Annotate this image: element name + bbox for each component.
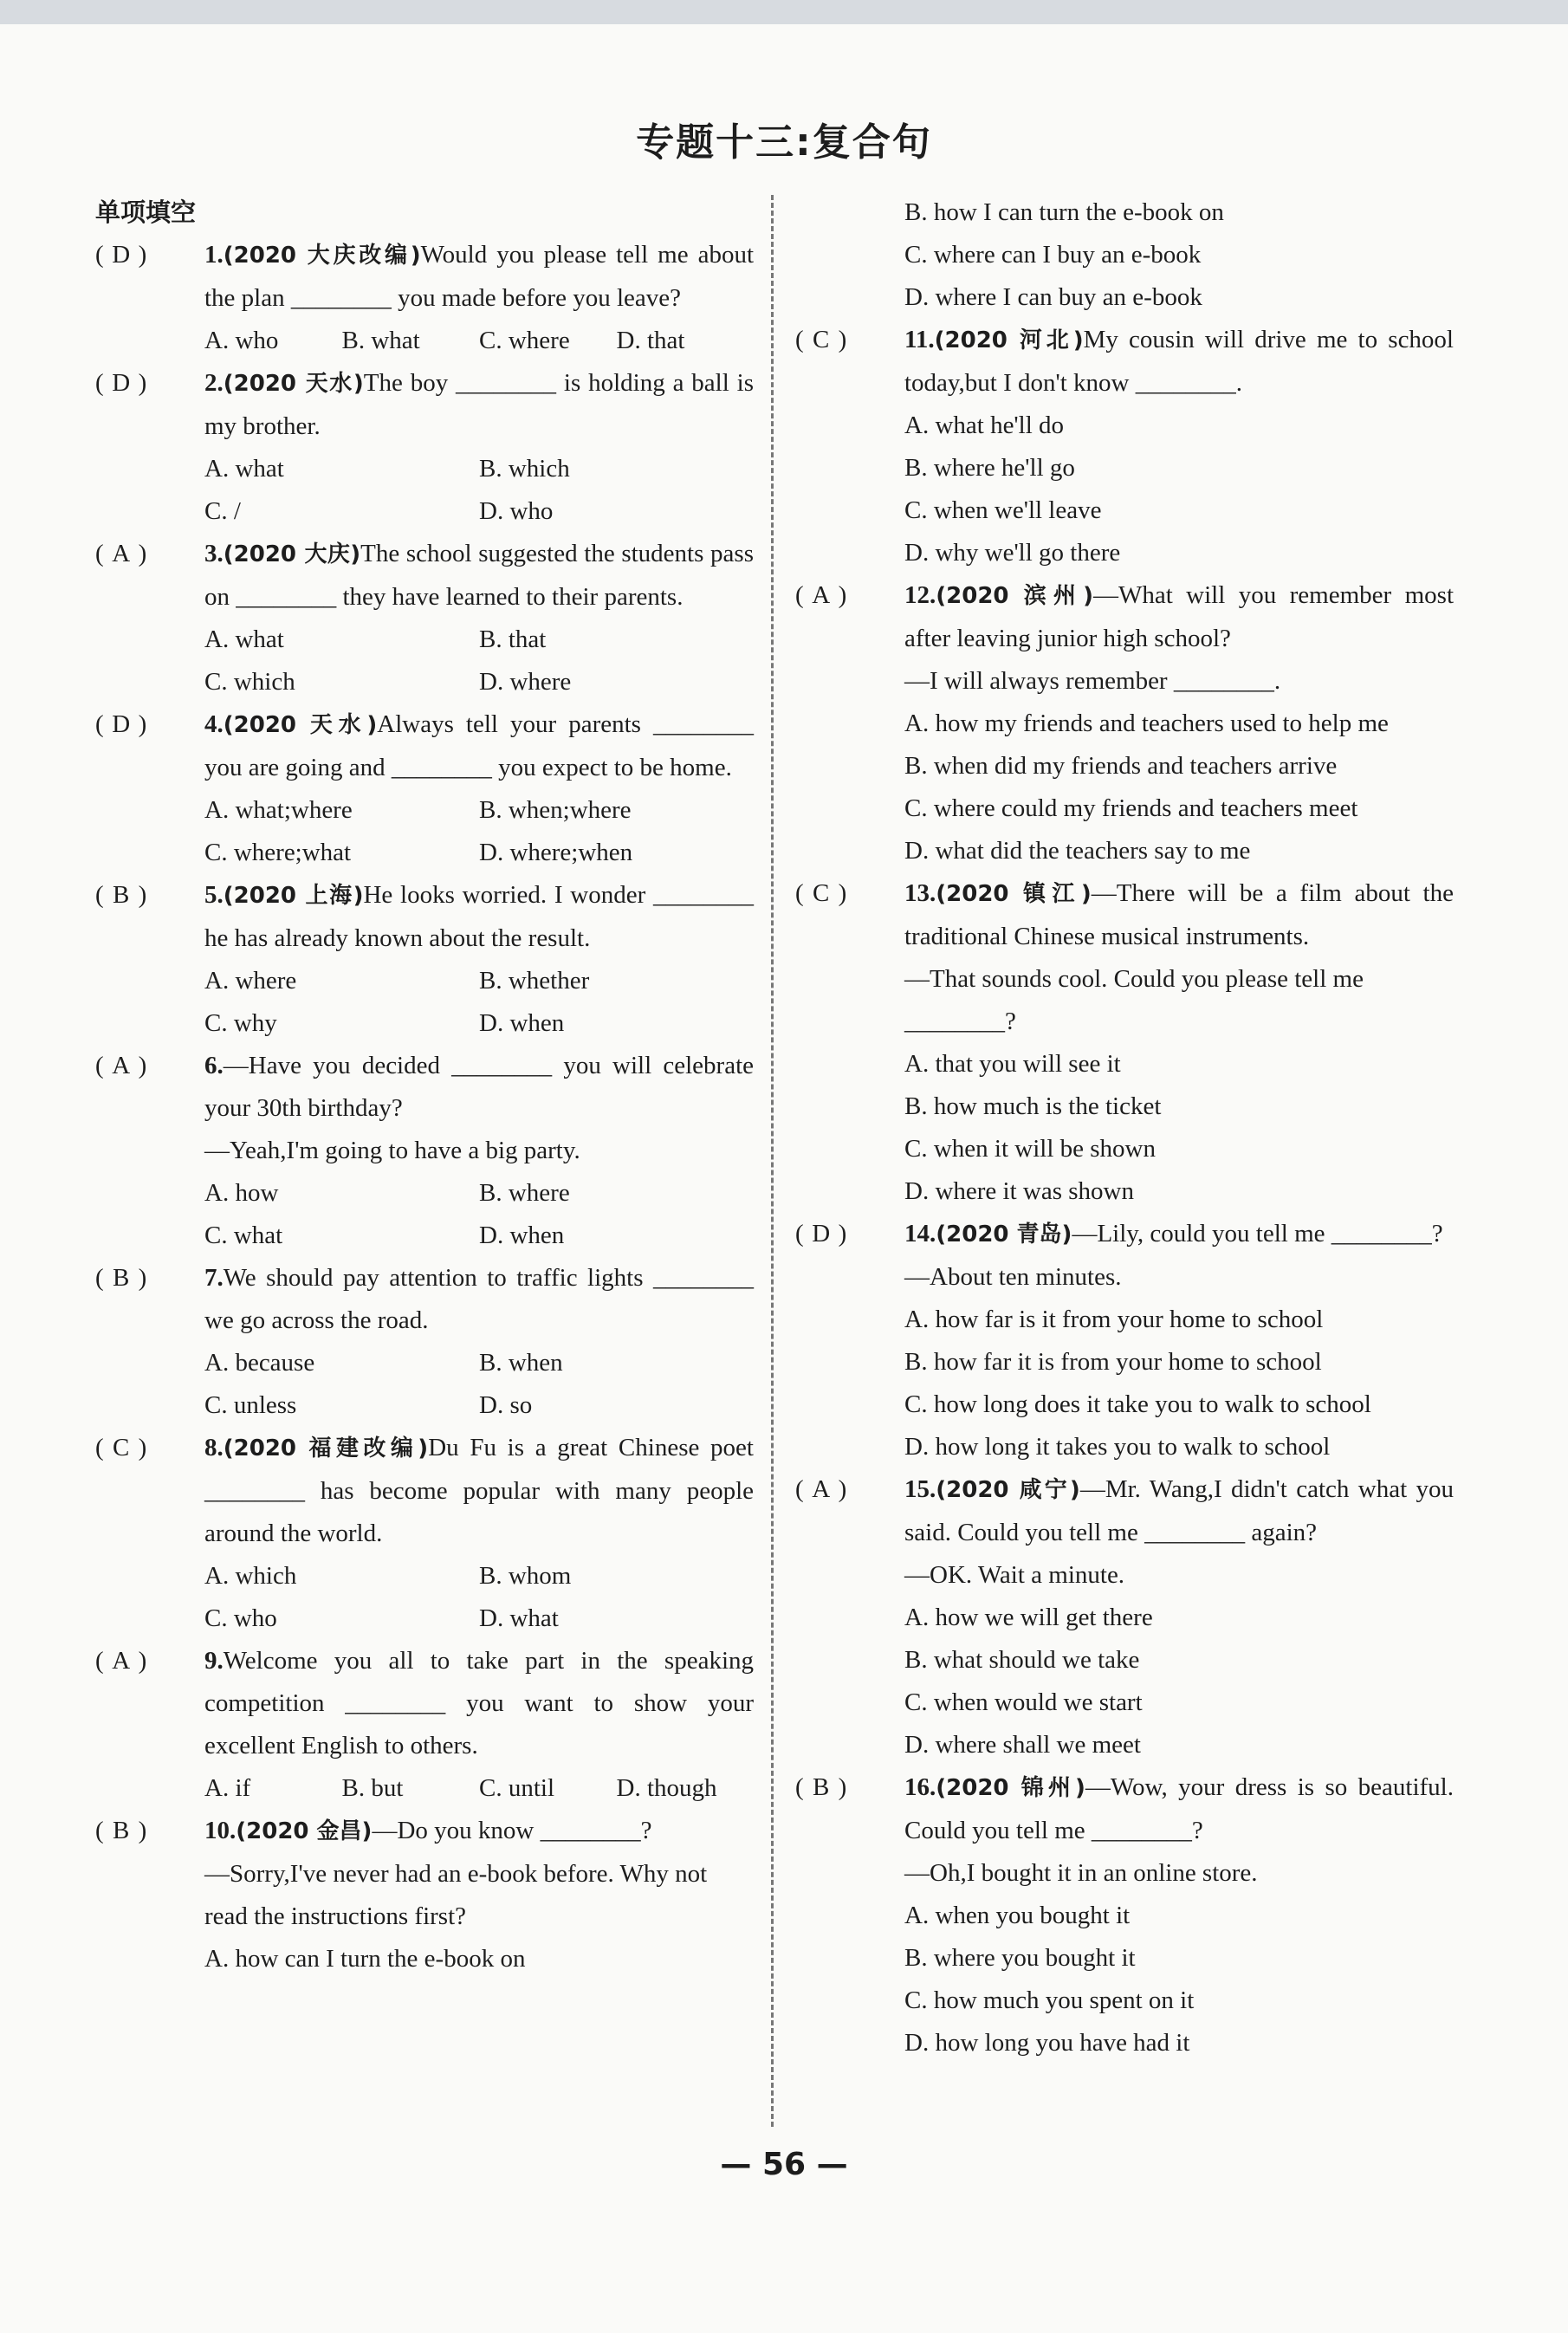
- answer-letter: A: [812, 1475, 831, 1503]
- question-stem: [204, 874, 754, 960]
- question-item: [95, 362, 754, 533]
- answer-letter: D: [112, 369, 131, 397]
- question-source: (2020 大庆): [223, 541, 361, 567]
- question-stem: [904, 1468, 1454, 1554]
- question-text: We should pay attention to traffic lights ________ we go across the road.: [204, 1264, 754, 1334]
- option-item: A. who: [204, 327, 279, 354]
- question-text: My cousin will drive me to school today,but I don't know ________.: [904, 326, 1454, 397]
- question-stem: [204, 234, 754, 320]
- answer-letter: A: [112, 1647, 131, 1675]
- question-source: (2020 金昌): [236, 1818, 373, 1844]
- question-item: [95, 703, 754, 874]
- question-item: [95, 234, 754, 362]
- answer-bracket: ( A ): [95, 1640, 204, 1682]
- option-list: [95, 320, 754, 362]
- question-text: —Have you decided ________ you will celebrate your 30th birthday?: [204, 1052, 754, 1122]
- question-stem: [204, 362, 754, 448]
- option-list: [795, 405, 1454, 574]
- question-number: 7.: [204, 1264, 224, 1292]
- question-number: 6.: [204, 1052, 224, 1079]
- dialogue-line: —Oh,I bought it in an online store.: [904, 1859, 1258, 1887]
- option-item: A. how we will get there: [904, 1604, 1153, 1631]
- question-number: 1.: [204, 241, 224, 269]
- question-text: Always tell your parents ________ you are going and ________ you expect to be home.: [204, 710, 754, 781]
- option-item: D. when: [479, 1009, 565, 1037]
- question-stem: [204, 1810, 754, 1853]
- question-stem: [904, 574, 1454, 660]
- question-text: The boy ________ is holding a ball is my brother.: [204, 369, 754, 440]
- option-item: D. when: [479, 1222, 565, 1249]
- question-item: [95, 1640, 754, 1810]
- question-number: 5.: [204, 881, 224, 909]
- option-item: A. what: [204, 455, 284, 483]
- question-stem: [204, 1427, 754, 1555]
- answer-letter: C: [813, 879, 830, 907]
- option-item: C. until: [479, 1774, 555, 1802]
- question-text: —There will be a film about the traditional Chinese musical instruments.: [904, 879, 1454, 950]
- question-item: [95, 1427, 754, 1640]
- question-head: [95, 1427, 754, 1555]
- question-source: (2020 青岛): [936, 1222, 1072, 1248]
- question-source: (2020 福建改编): [223, 1435, 429, 1461]
- dialogue-line: —Yeah,I'm going to have a big party.: [204, 1137, 580, 1164]
- dialogue-line: —Sorry,I've never had an e-book before. Why not read the instructions first?: [204, 1860, 708, 1930]
- option-item: A. because: [204, 1349, 315, 1377]
- question-head: [95, 1810, 754, 1853]
- option-item: B. how far it is from your home to school: [904, 1348, 1322, 1376]
- answer-letter: D: [112, 710, 131, 738]
- question-source: (2020 河北): [934, 327, 1084, 353]
- answer-bracket: ( C ): [795, 872, 904, 915]
- option-list: [95, 1342, 754, 1427]
- question-source: (2020 上海): [223, 883, 364, 909]
- scan-top-band: [0, 0, 1568, 24]
- answer-bracket: ( D ): [95, 703, 204, 746]
- question-stem: [904, 1213, 1454, 1256]
- question-text: —Lily, could you tell me ________?: [1072, 1220, 1443, 1248]
- dialogue-line: —I will always remember ________.: [904, 667, 1281, 695]
- option-list: [795, 1043, 1454, 1213]
- option-item: B. when did my friends and teachers arrive: [904, 752, 1338, 780]
- option-item: A. that you will see it: [904, 1050, 1121, 1078]
- question-text: Welcome you all to take part in the speaking competition ________ you want to show your excellent English to others.: [204, 1647, 754, 1759]
- question-stem: [904, 1766, 1454, 1852]
- question-number: 10.: [204, 1817, 236, 1844]
- option-item: C. /: [204, 497, 241, 525]
- question-source: (2020 天水): [223, 712, 378, 738]
- question-stem: [204, 1045, 754, 1130]
- option-item: D. though: [616, 1774, 717, 1802]
- option-item: C. what: [204, 1222, 283, 1249]
- option-item: D. that: [616, 327, 685, 354]
- question-number: 9.: [204, 1647, 224, 1675]
- option-item: B. where you bought it: [904, 1944, 1136, 1972]
- option-item: C. unless: [204, 1391, 297, 1419]
- question-source: (2020 锦州): [936, 1775, 1085, 1801]
- answer-letter: B: [113, 1264, 130, 1292]
- option-item: D. how long you have had it: [904, 2029, 1190, 2057]
- question-stem: [204, 1257, 754, 1342]
- option-item: A. when you bought it: [904, 1902, 1131, 1929]
- option-item: A. if: [204, 1774, 251, 1802]
- option-item: D. where I can buy an e-book: [904, 283, 1202, 311]
- question-head: [95, 1045, 754, 1130]
- option-item: C. when we'll leave: [904, 496, 1102, 524]
- question-number: 13.: [904, 879, 936, 907]
- answer-letter: A: [112, 1052, 131, 1079]
- section-heading: 单项填空: [95, 198, 197, 227]
- question-source: (2020 咸宁): [936, 1477, 1080, 1503]
- option-item: B. where: [479, 1179, 570, 1207]
- option-item: A. how my friends and teachers used to help me: [904, 710, 1389, 737]
- question-head: [95, 1257, 754, 1342]
- answer-bracket: ( D ): [795, 1213, 904, 1255]
- question-source: (2020 滨州): [936, 583, 1093, 609]
- answer-bracket: ( C ): [95, 1427, 204, 1469]
- question-head: [95, 703, 754, 789]
- option-item: B. how much is the ticket: [904, 1092, 1162, 1120]
- option-item: B. which: [479, 455, 570, 483]
- question-number: 3.: [204, 540, 224, 567]
- page-title: 专题十三:复合句: [636, 120, 932, 165]
- option-item: B. where he'll go: [904, 454, 1075, 482]
- option-item: B. whether: [479, 967, 590, 995]
- option-item: B. when: [479, 1349, 563, 1377]
- question-item: [795, 872, 1454, 1213]
- question-item: [95, 1257, 754, 1427]
- option-item: B. when;where: [479, 796, 632, 824]
- answer-letter: D: [112, 241, 131, 269]
- option-list: [95, 1938, 754, 1980]
- question-text: —Wow, your dress is so beautiful. Could you tell me ________?: [904, 1773, 1454, 1844]
- answer-letter: C: [113, 1434, 130, 1461]
- question-item: [795, 1766, 1454, 2064]
- option-item: D. what did the teachers say to me: [904, 837, 1251, 865]
- option-item: C. how much you spent on it: [904, 1986, 1195, 2014]
- question-head: [795, 574, 1454, 660]
- question-stem: [204, 1640, 754, 1767]
- option-item: C. when would we start: [904, 1688, 1143, 1716]
- question-item: [95, 1045, 754, 1257]
- answer-bracket: ( A ): [795, 1468, 904, 1511]
- option-item: C. where: [479, 327, 570, 354]
- question-head: [95, 533, 754, 619]
- question-head: [795, 1213, 1454, 1256]
- option-item: A. what;where: [204, 796, 353, 824]
- question-item: [795, 574, 1454, 872]
- question-stem: [204, 533, 754, 619]
- question-text: The school suggested the students pass on ________ they have learned to their parents.: [204, 540, 754, 611]
- option-list: [795, 1597, 1454, 1766]
- option-list: [95, 1555, 754, 1640]
- question-stem: [904, 319, 1454, 405]
- option-list: [95, 448, 754, 533]
- option-item: C. where;what: [204, 839, 352, 866]
- question-number: 12.: [904, 581, 936, 609]
- answer-letter: B: [113, 1817, 130, 1844]
- question-source: (2020 镇江): [936, 881, 1092, 907]
- question-10-continued-options: [795, 191, 1454, 319]
- option-item: D. where shall we meet: [904, 1731, 1141, 1759]
- page-number: — 56 —: [720, 2147, 848, 2182]
- question-item: [795, 1213, 1454, 1468]
- option-item: B. what: [341, 327, 420, 354]
- question-stem: [204, 703, 754, 789]
- option-item: B. what should we take: [904, 1646, 1140, 1674]
- answer-bracket: ( B ): [95, 1257, 204, 1299]
- question-head: [95, 874, 754, 960]
- question-number: 16.: [904, 1773, 936, 1801]
- answer-letter: A: [812, 581, 831, 609]
- question-number: 15.: [904, 1475, 936, 1503]
- answer-bracket: ( B ): [95, 1810, 204, 1852]
- question-number: 11.: [904, 326, 935, 353]
- option-item: B. how I can turn the e-book on: [904, 198, 1224, 226]
- question-text: —What will you remember most after leaving junior high school?: [904, 581, 1454, 652]
- question-number: 8.: [204, 1434, 224, 1461]
- answer-bracket: ( B ): [95, 874, 204, 917]
- dialogue-line: —OK. Wait a minute.: [904, 1561, 1125, 1589]
- answer-letter: A: [112, 540, 131, 567]
- option-item: B. that: [479, 625, 547, 653]
- option-item: D. what: [479, 1604, 559, 1632]
- option-list: [95, 619, 754, 703]
- option-item: C. who: [204, 1604, 277, 1632]
- question-item: [95, 533, 754, 703]
- answer-bracket: ( A ): [95, 1045, 204, 1087]
- answer-letter: B: [813, 1773, 830, 1801]
- question-number: 14.: [904, 1220, 936, 1248]
- question-stem: [904, 872, 1454, 958]
- option-item: C. when it will be shown: [904, 1135, 1156, 1163]
- option-item: A. how can I turn the e-book on: [204, 1945, 526, 1973]
- question-text: He looks worried. I wonder ________ he has already known about the result.: [204, 881, 754, 952]
- question-head: [95, 234, 754, 320]
- option-list: [95, 1172, 754, 1257]
- question-head: [795, 1766, 1454, 1852]
- option-item: A. how far is it from your home to school: [904, 1306, 1324, 1333]
- question-text: Would you please tell me about the plan ________ you made before you leave?: [204, 241, 754, 312]
- right-column: [795, 191, 1454, 2064]
- option-item: D. so: [479, 1391, 533, 1419]
- option-item: A. where: [204, 967, 297, 995]
- option-item: A. how: [204, 1179, 279, 1207]
- question-text: —Do you know ________?: [372, 1817, 652, 1844]
- option-list: [795, 1299, 1454, 1468]
- answer-bracket: ( B ): [795, 1766, 904, 1809]
- question-item: [95, 1810, 754, 1980]
- question-text: —Mr. Wang,I didn't catch what you said. Could you tell me ________ again?: [904, 1475, 1455, 1546]
- question-number: 4.: [204, 710, 224, 738]
- question-head: [795, 319, 1454, 405]
- option-item: D. where it was shown: [904, 1177, 1134, 1205]
- question-item: [95, 874, 754, 1045]
- option-item: C. where could my friends and teachers meet: [904, 794, 1358, 822]
- option-item: D. where: [479, 668, 572, 696]
- right-questions: [795, 319, 1454, 2064]
- option-item: D. why we'll go there: [904, 539, 1121, 567]
- option-item: D. who: [479, 497, 554, 525]
- answer-bracket: ( D ): [95, 362, 204, 405]
- option-item: C. which: [204, 668, 295, 696]
- dialogue-line: —About ten minutes.: [904, 1263, 1122, 1291]
- option-item: A. which: [204, 1562, 297, 1590]
- question-head: [795, 872, 1454, 958]
- question-number: 2.: [204, 369, 224, 397]
- option-item: C. why: [204, 1009, 277, 1037]
- option-item: D. how long it takes you to walk to school: [904, 1433, 1331, 1461]
- left-column: [95, 191, 754, 1980]
- answer-letter: D: [812, 1220, 831, 1248]
- option-item: A. what he'll do: [904, 412, 1065, 439]
- answer-bracket: ( D ): [95, 234, 204, 276]
- option-item: C. where can I buy an e-book: [904, 241, 1202, 269]
- question-head: [95, 362, 754, 448]
- question-source: (2020 大庆改编): [223, 243, 421, 269]
- question-item: [795, 319, 1454, 574]
- option-list: [95, 960, 754, 1045]
- answer-bracket: ( C ): [795, 319, 904, 361]
- question-head: [795, 1468, 1454, 1554]
- option-list: [795, 1895, 1454, 2064]
- answer-letter: B: [113, 881, 130, 909]
- option-list: [95, 1767, 754, 1810]
- option-item: D. where;when: [479, 839, 633, 866]
- column-divider: [771, 195, 774, 2127]
- question-head: [95, 1640, 754, 1767]
- answer-letter: C: [813, 326, 830, 353]
- option-item: B. but: [341, 1774, 404, 1802]
- option-list: [95, 789, 754, 874]
- answer-bracket: ( A ): [95, 533, 204, 575]
- question-source: (2020 天水): [223, 371, 364, 397]
- question-item: [795, 1468, 1454, 1766]
- option-item: C. how long does it take you to walk to school: [904, 1390, 1371, 1418]
- dialogue-line: —That sounds cool. Could you please tell me ________?: [904, 965, 1364, 1035]
- option-item: B. whom: [479, 1562, 572, 1590]
- option-list: [795, 703, 1454, 872]
- left-questions: [95, 234, 754, 1980]
- answer-bracket: ( A ): [795, 574, 904, 617]
- question-text: Du Fu is a great Chinese poet ________ has become popular with many people around the world.: [204, 1434, 754, 1547]
- option-item: A. what: [204, 625, 284, 653]
